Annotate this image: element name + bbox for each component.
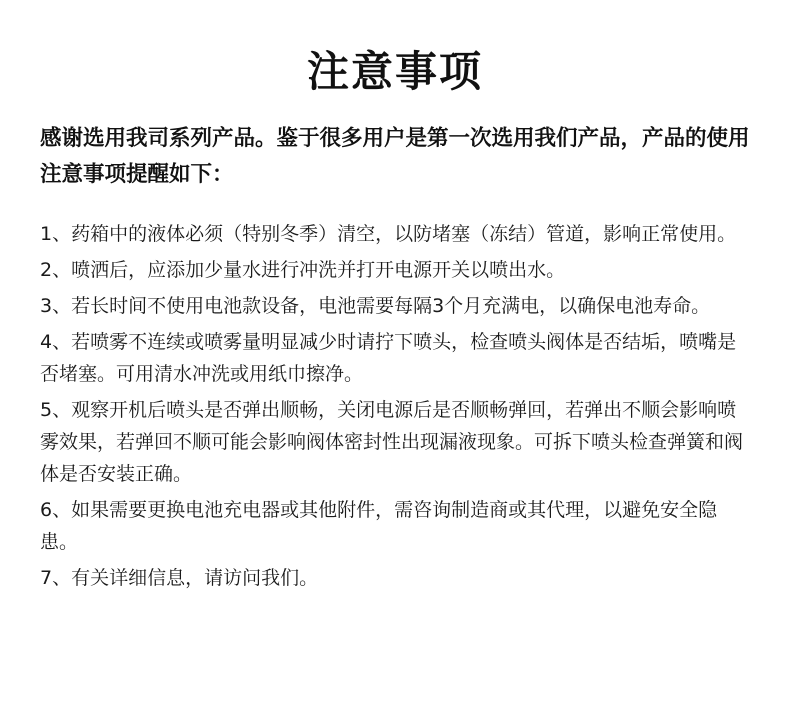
note-item-6: 6、如果需要更换电池充电器或其他附件，需咨询制造商或其代理，以避免安全隐患。 xyxy=(40,499,718,553)
note-item-5: 5、观察开机后喷头是否弹出顺畅，关闭电源后是否顺畅弹回，若弹出不顺会影响喷雾效果，若弹回不顺可能会影响阀体密封性出现漏液现象。可拆下喷头检查弹簧和阀体是否安装正确。 xyxy=(40,399,744,485)
note-item-4: 4、若喷雾不连续或喷雾量明显减少时请拧下喷头，检查喷头阀体是否结垢，喷嘴是否堵塞。可用清水冲洗或用纸巾擦净。 xyxy=(40,331,737,385)
note-item-3: 3、若长时间不使用电池款设备，电池需要每隔3个月充满电，以确保电池寿命。 xyxy=(40,295,711,317)
note-item-1: 1、药箱中的液体必须（特别冬季）清空，以防堵塞（冻结）管道，影响正常使用。 xyxy=(40,223,737,245)
page-title: 注意事项 xyxy=(306,47,483,96)
intro-paragraph: 感谢选用我司系列产品。鉴于很多用户是第一次选用我们产品，产品的使用注意事项提醒如下： xyxy=(40,126,750,187)
note-item-2: 2、喷洒后，应添加少量水进行冲洗并打开电源开关以喷出水。 xyxy=(40,259,566,281)
note-item-7: 7、有关详细信息，请访问我们。 xyxy=(40,567,319,589)
notes-list xyxy=(40,218,752,598)
